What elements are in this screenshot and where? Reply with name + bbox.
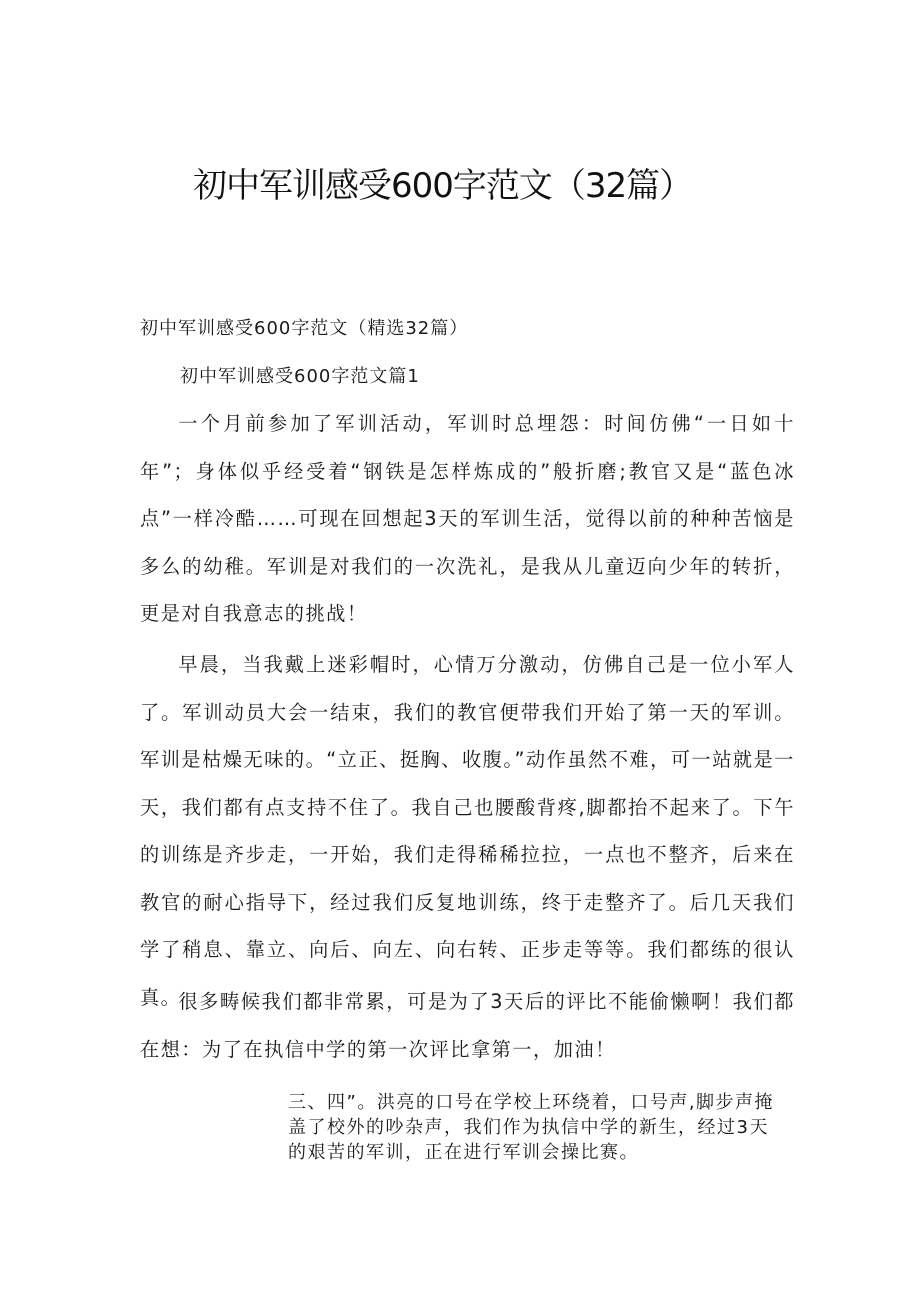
section-heading: 初中军训感受600字范文篇1 (180, 366, 420, 387)
body-paragraph-3: 很多畴候我们都非常累，可是为了3天后的评比不能偷懒啊！我们都在想：为了在执信中学的第一次评比拿第一，加油！ (140, 990, 795, 1061)
document-subtitle: 初中军训感受600字范文（精选32篇） (140, 318, 469, 339)
excerpt-block: 三、四”。洪亮的口号在学校上环绕着，口号声,脚步声掩盖了校外的吵杂声，我们作为执信中学的新生，经过3天的艰苦的军训，正在进行军训会操比赛。 (288, 1092, 775, 1163)
document-title: 初中军训感受600字范文（32篇） (193, 166, 693, 206)
body-paragraph-2: 早晨，当我戴上迷彩帽时，心情万分激动，仿佛自己是一位小军人了。军训动员大会一结束，我们的教官便带我们开始了第一天的军训。军训是枯燥无味的。“立正、挺胸、收腹。”动作虽然不难，可一站就是一天，我们都有点支持不住了。我自己也腰酸背疼,脚都抬不起来了。下午的训练是齐步走，一开始，我们走得稀稀拉拉，一点也不整齐，后来在教官的耐心指导下，经过我们反复地训练，终于走整齐了。后几天我们学了稍息、靠立、向后、向左、向右转、正步走等等。我们都练的很认真。 (140, 653, 795, 1009)
body-paragraph-1: 一个月前参加了军训活动，军训时总埋怨：时间仿佛“一日如十年”；身体似乎经受着“钢铁是怎样炼成的”般折磨;教官又是“蓝色冰点”一样冷酷……可现在回想起3天的军训生活，觉得以前的种种苦恼是多么的幼稚。军训是对我们的一次洗礼，是我从儿童迈向少年的转折，更是对自我意志的挑战！ (140, 412, 795, 625)
